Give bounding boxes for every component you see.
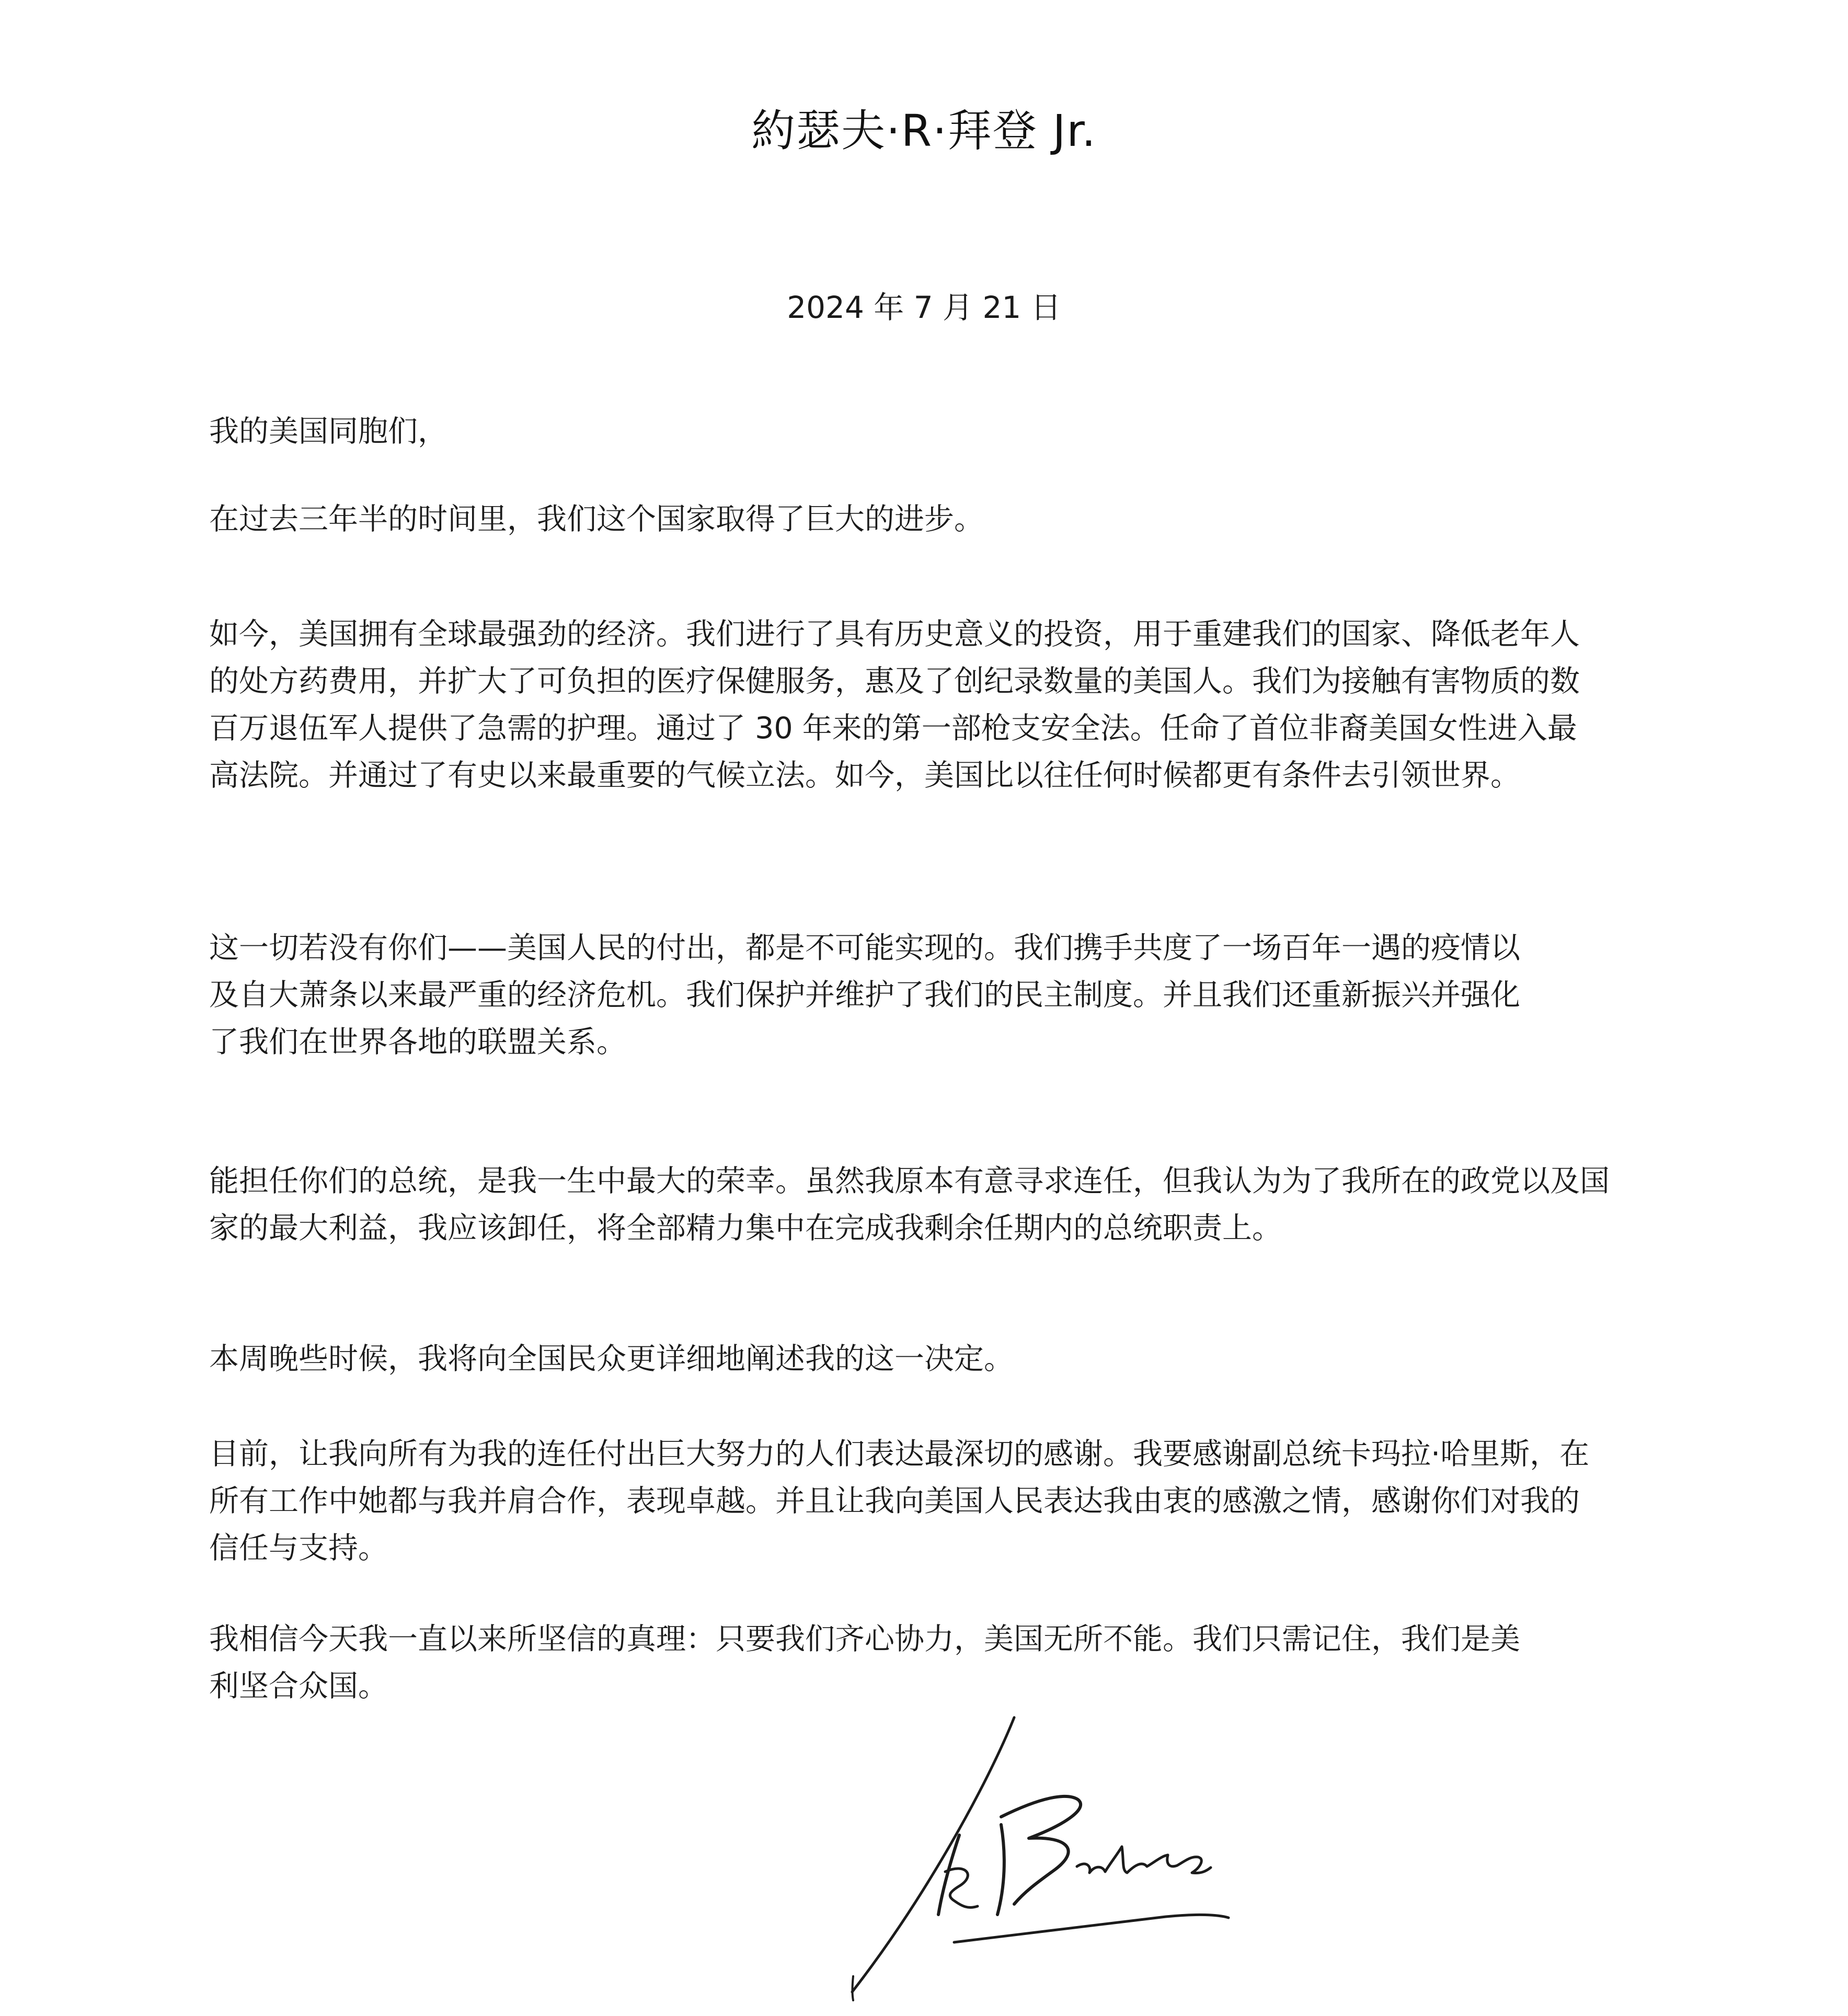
letter-date: 2024 年 7 月 21 日 — [787, 290, 1061, 325]
body-paragraph: 如今，美国拥有全球最强劲的经济。我们进行了具有历史意义的投资，用于重建我们的国家、降低老年人的处方药费用，并扩大了可负担的医疗保健服务，惠及了创纪录数量的美国人。我们为接触有害物质的数百万退伍军人提供了急需的护理。通过了 30 年来的第一部枪支安全法。任命了首位非裔美国女性进入最高法院。并通过了有史以来最重要的气候立法。如今，美国比以往任何时候都更有条件去引领世界。 — [209, 617, 1580, 793]
salutation: 我的美国同胞们， — [209, 414, 447, 449]
body-paragraph: 我相信今天我一直以来所坚信的真理：只要我们齐心协力，美国无所不能。我们只需记住，我们是美利坚合众国。 — [209, 1622, 1520, 1703]
handwritten-signature — [831, 1710, 1302, 2002]
body-paragraph: 在过去三年半的时间里，我们这个国家取得了巨大的进步。 — [209, 502, 984, 536]
body-paragraph: 这一切若没有你们——美国人民的付出，都是不可能实现的。我们携手共度了一场百年一遇的疫情以及自大萧条以来最严重的经济危机。我们保护并维护了我们的民主制度。并且我们还重新振兴并强化了我们在世界各地的联盟关系。 — [209, 931, 1520, 1059]
body-paragraph: 能担任你们的总统，是我一生中最大的荣幸。虽然我原本有意寻求连任，但我认为为了我所在的政党以及国家的最大利益，我应该卸任，将全部精力集中在完成我剩余任期内的总统职责上。 — [209, 1164, 1610, 1245]
body-paragraph: 目前，让我向所有为我的连任付出巨大努力的人们表达最深切的感谢。我要感谢副总统卡玛拉·哈里斯，在所有工作中她都与我并肩合作，表现卓越。并且让我向美国人民表达我由衷的感激之情，感谢你们对我的信任与支持。 — [209, 1437, 1590, 1565]
letterhead-name: 約瑟夫·R·拜登 Jr. — [751, 105, 1097, 156]
body-paragraph: 本周晚些时候，我将向全国民众更详细地阐述我的这一决定。 — [209, 1342, 1014, 1376]
